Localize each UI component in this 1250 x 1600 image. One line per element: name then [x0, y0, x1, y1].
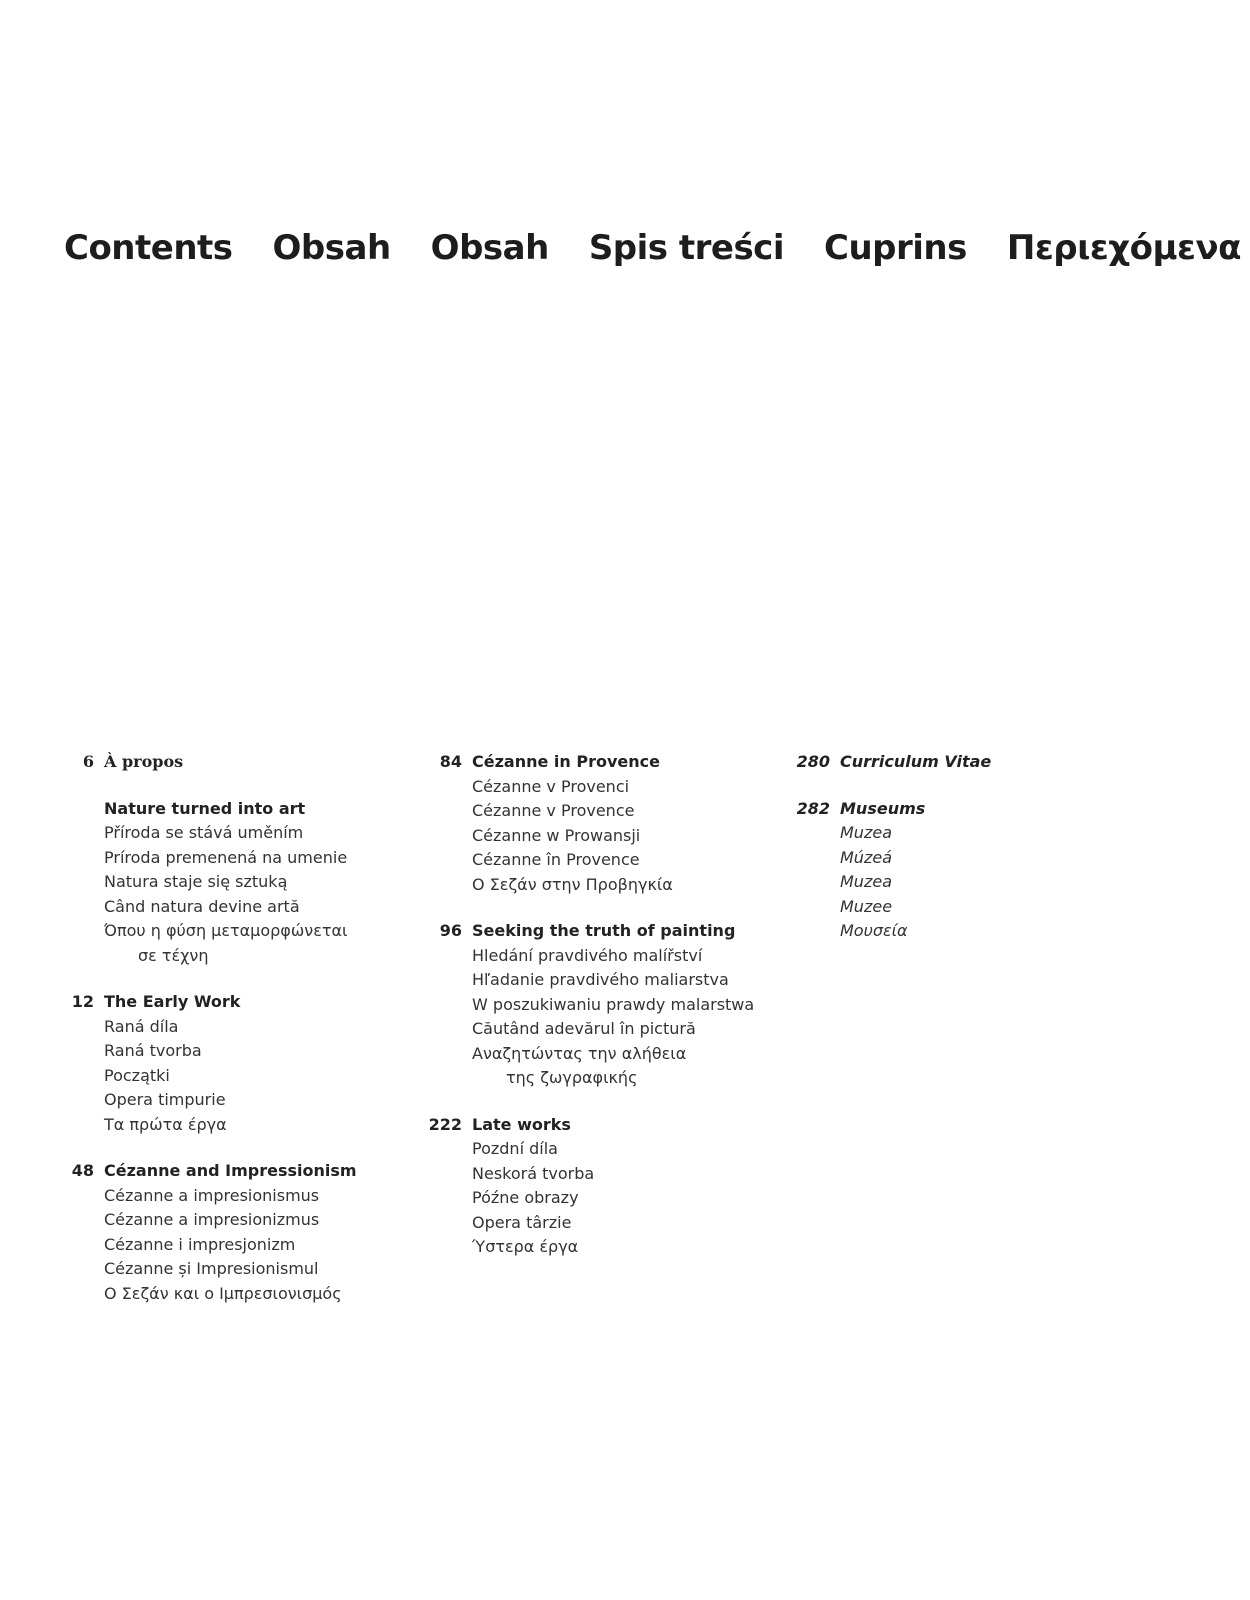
toc-subtitle: Ο Σεζάν στην Προβηγκία — [472, 874, 673, 894]
toc-subtitle: Neskorá tvorba — [472, 1163, 595, 1183]
toc-subtitle-list — [840, 821, 991, 944]
toc-page-number: 96 — [439, 921, 462, 940]
toc-subtitle: Căutând adevărul în pictură — [472, 1019, 696, 1038]
toc-page-number: 280 — [796, 752, 830, 771]
toc-entry-title: Seeking the truth of painting — [472, 921, 736, 940]
toc-page-number: 222 — [428, 1114, 462, 1134]
toc-subtitle: Opera târzie — [472, 1212, 572, 1232]
heading-word-greek: Περιεχόμενα — [1006, 228, 1242, 268]
toc-subtitle: Príroda premenená na umenie — [104, 847, 348, 867]
toc-subtitle: Múzeá — [840, 847, 892, 867]
toc-subtitle: Późne obrazy — [472, 1188, 579, 1207]
toc-subtitle-list — [472, 944, 754, 1091]
toc-subtitle: της ζωγραφικής — [506, 1068, 638, 1087]
toc-subtitle: Cézanne i impresjonizm — [104, 1234, 296, 1254]
toc-subtitle: Příroda se stává uměním — [104, 823, 304, 842]
toc-subtitle: Natura staje się sztuką — [104, 872, 288, 891]
toc-entry-title: À propos — [104, 752, 184, 771]
toc-entry-title: Late works — [472, 1114, 571, 1134]
heading-word-slovak: Obsah — [430, 228, 549, 268]
toc-page-number: 84 — [439, 752, 462, 771]
toc-subtitle: Cézanne și Impresionismul — [104, 1259, 319, 1278]
toc-subtitle: Cézanne w Prowansji — [472, 825, 641, 845]
toc-subtitle: Muzea — [840, 823, 892, 842]
toc-subtitle: Cézanne a impresionizmus — [104, 1210, 320, 1229]
toc-subtitle: Όπου η φύση μεταμορφώνεται — [104, 921, 348, 940]
toc-subtitle: Cézanne v Provence — [472, 801, 635, 820]
toc-subtitle: W poszukiwaniu prawdy malarstwa — [472, 994, 755, 1014]
toc-subtitle: Raná tvorba — [104, 1041, 202, 1060]
heading-word-czech: Obsah — [272, 228, 391, 268]
contents-heading — [64, 228, 1241, 268]
toc-entry-title: Cézanne and Impressionism — [104, 1161, 357, 1180]
toc-subtitle: σε τέχνη — [138, 945, 209, 965]
heading-word-polish: Spis treści — [588, 228, 784, 268]
toc-entry-title: Curriculum Vitae — [840, 752, 992, 771]
toc-subtitle: Ο Σεζάν και ο Ιμπρεσιονισμός — [104, 1283, 342, 1303]
toc-subtitle: Hledání pravdivého malířství — [472, 945, 703, 965]
toc-column-3 — [0, 750, 991, 966]
toc-subtitle: Muzee — [840, 896, 893, 916]
toc-subtitle: Muzea — [840, 872, 892, 891]
toc-page-number: 12 — [71, 992, 94, 1011]
toc-page-number: 48 — [71, 1161, 94, 1180]
heading-word-english: Contents — [64, 228, 233, 268]
toc-page-number: 6 — [82, 752, 94, 771]
toc-subtitle: Cézanne a impresionismus — [104, 1185, 320, 1205]
toc-entry-museums[interactable] — [0, 797, 991, 944]
toc-entry-title: The Early Work — [104, 992, 241, 1011]
toc-subtitle: Când natura devine artă — [104, 896, 300, 916]
toc-subtitle: Pozdní díla — [472, 1139, 558, 1158]
toc-entry-title: Nature turned into art — [104, 798, 306, 818]
toc-subtitle-list — [472, 1137, 754, 1260]
toc-subtitle: Hľadanie pravdivého maliarstva — [472, 970, 729, 989]
toc-subtitle: Ύστερα έργα — [472, 1237, 579, 1256]
toc-entry-title: Museums — [840, 798, 926, 818]
toc-entry-late-works[interactable] — [0, 1113, 754, 1260]
toc-subtitle: Cézanne în Provence — [472, 850, 640, 869]
toc-subtitle: Αναζητώντας την αλήθεια — [472, 1043, 687, 1063]
toc-subtitle: Raná díla — [104, 1016, 179, 1036]
toc-subtitle: Τα πρώτα έργα — [104, 1114, 227, 1134]
toc-subtitle: Cézanne v Provenci — [472, 776, 630, 796]
toc-subtitle: Początki — [104, 1065, 170, 1085]
heading-word-romanian: Cuprins — [824, 228, 967, 268]
toc-page-number: 282 — [796, 798, 830, 818]
toc-subtitle: Μουσεία — [840, 921, 908, 940]
toc-entry-title: Cézanne in Provence — [472, 752, 660, 771]
toc-subtitle: Opera timpurie — [104, 1090, 226, 1109]
toc-entry-curriculum-vitae[interactable] — [0, 750, 991, 775]
